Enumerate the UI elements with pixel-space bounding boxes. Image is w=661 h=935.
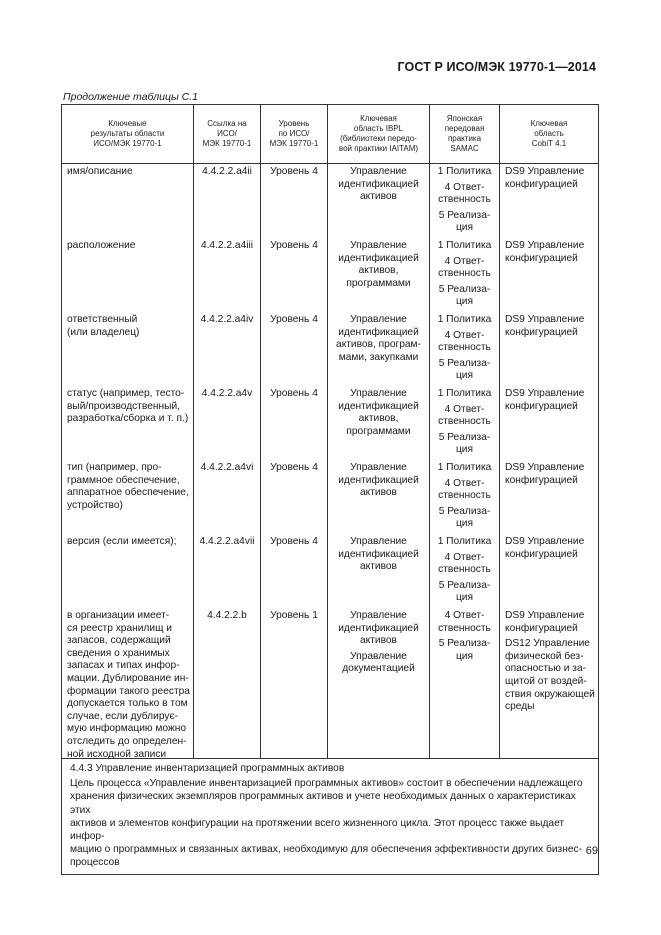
comparison-table xyxy=(61,104,599,875)
result-line: запасов, содержащий xyxy=(67,635,171,647)
table-cell xyxy=(62,238,194,312)
result-line: тип (например, про- xyxy=(67,462,162,473)
cell-content xyxy=(328,238,429,312)
cell-content xyxy=(194,164,260,238)
result-line: мации. Дублирование ин- xyxy=(67,672,189,684)
column-header-line: область IBPL xyxy=(353,124,404,133)
result-line: устройство) xyxy=(67,499,123,511)
column-header-line: Ключевая xyxy=(530,119,568,128)
table-cell xyxy=(194,386,261,460)
table-cell xyxy=(62,164,194,239)
table-cell xyxy=(194,312,261,386)
table-caption: Продолжение таблицы С.1 xyxy=(63,91,198,103)
table-cell xyxy=(328,312,430,386)
result-line: имя/описание xyxy=(67,166,133,177)
cell-content xyxy=(505,238,596,312)
cell-content xyxy=(67,238,190,312)
column-header-line: область xyxy=(534,129,564,138)
cell-content xyxy=(194,534,260,608)
ibpl-line: идентификацией xyxy=(338,622,419,634)
cell-content xyxy=(328,164,429,238)
table-cell xyxy=(261,164,328,239)
table-cell xyxy=(261,312,328,386)
cobit-line: конфигурацией xyxy=(505,474,578,486)
cell-content xyxy=(430,238,499,312)
table-cell xyxy=(500,534,599,608)
column-header-line: Ключевые xyxy=(108,119,147,128)
ibpl-line: активов xyxy=(360,635,397,647)
cell-content xyxy=(67,608,190,758)
standard-code: ГОСТ Р ИСО/МЭК 19770-1—2014 xyxy=(397,60,596,74)
table-cell xyxy=(261,460,328,534)
samac-line: 5 Реализа- xyxy=(438,505,491,517)
table-row xyxy=(62,460,599,534)
samac-line: ственность xyxy=(438,194,491,206)
column-header-line: передовая xyxy=(444,124,485,133)
ibpl-line: идентификацией xyxy=(338,178,419,190)
reference-value: 4.4.2.2.a4v xyxy=(201,388,253,399)
cobit-line: DS9 Управление xyxy=(505,240,585,251)
table-cell xyxy=(328,164,430,239)
table-cell xyxy=(261,534,328,608)
ibpl-line: Управление xyxy=(350,166,407,177)
cell-content xyxy=(505,164,596,238)
table-cell xyxy=(430,460,500,534)
cell-content xyxy=(261,386,327,460)
ibpl-line: Управление xyxy=(350,240,407,251)
ibpl-line: мами, закупками xyxy=(338,351,419,363)
samac-line: ция xyxy=(455,650,474,662)
result-line: версия (если имеется); xyxy=(67,536,177,547)
level-value: Уровень 4 xyxy=(270,388,318,399)
reference-value: 4.4.2.2.a4vii xyxy=(199,536,255,547)
samac-line: ция xyxy=(455,370,474,382)
table-cell xyxy=(500,238,599,312)
cell-content xyxy=(505,460,596,534)
cell-content xyxy=(194,386,260,460)
table-row xyxy=(62,164,599,239)
cobit-line: DS9 Управление xyxy=(505,388,585,399)
result-line: разработка/сборка и т. п.) xyxy=(67,413,189,425)
section-body-line: мацию о программных и связанных активах, необходимую для обеспечения эффективности других бизнес- xyxy=(70,844,583,856)
samac-line: 1 Политика xyxy=(437,388,492,399)
samac-line: ственность xyxy=(438,416,491,428)
table-cell xyxy=(500,460,599,534)
section-body-line: процессов xyxy=(70,857,120,869)
table-cell xyxy=(194,238,261,312)
column-header-line: Японская xyxy=(446,114,483,123)
ibpl-line: идентификацией xyxy=(338,474,419,486)
result-line: аппаратное обеспечение, xyxy=(67,487,189,499)
level-value: Уровень 4 xyxy=(270,314,318,325)
cobit-line: DS9 Управление xyxy=(505,610,585,621)
table-cell xyxy=(62,460,194,534)
result-line: вый/производственный, xyxy=(67,400,180,412)
table-cell xyxy=(500,386,599,460)
samac-line: 5 Реализа- xyxy=(438,431,491,443)
cell-content xyxy=(430,312,499,386)
reference-value: 4.4.2.2.b xyxy=(207,610,247,621)
cobit-line: ствия окружающей xyxy=(505,688,595,700)
samac-line: 4 Ответ- xyxy=(444,181,485,193)
cobit-line: физической без- xyxy=(505,650,584,662)
result-line: ной исходной записи xyxy=(67,748,167,760)
column-header-line: ИСО/МЭК 19770-1 xyxy=(93,139,162,148)
cell-content xyxy=(430,386,499,460)
table-cell xyxy=(500,608,599,759)
column-header xyxy=(328,105,430,164)
samac-line: ция xyxy=(455,592,474,604)
table-cell xyxy=(194,608,261,759)
column-header xyxy=(261,105,328,164)
samac-line: 4 Ответ- xyxy=(444,255,485,267)
samac-line: ственность xyxy=(438,268,491,280)
column-header xyxy=(194,105,261,164)
section-body xyxy=(70,777,592,869)
cobit-line: DS9 Управление xyxy=(505,166,585,177)
table-cell xyxy=(500,164,599,239)
samac-line: 4 Ответ- xyxy=(444,329,485,341)
table-cell xyxy=(430,238,500,312)
column-header-line: SAMAC xyxy=(450,144,479,153)
result-line: граммное обеспечение, xyxy=(67,474,180,486)
table-row xyxy=(62,534,599,608)
table-row xyxy=(62,386,599,460)
cobit-line: DS9 Управление xyxy=(505,462,585,473)
result-line: отследить до определен- xyxy=(67,735,187,747)
samac-line: ция xyxy=(455,444,474,456)
result-line: в организации имеет- xyxy=(67,610,170,621)
table-cell xyxy=(194,534,261,608)
result-line: расположение xyxy=(67,240,136,251)
table-cell xyxy=(194,164,261,239)
cell-content xyxy=(67,460,190,534)
cell-content xyxy=(67,164,190,238)
table-row xyxy=(62,238,599,312)
samac-line: 1 Политика xyxy=(437,462,492,473)
result-line: формации такого реестра xyxy=(67,685,190,697)
column-header-line: Ключевая xyxy=(360,114,397,123)
column-header-line: CobiT 4.1 xyxy=(531,139,567,148)
result-line: сведения о хранимых xyxy=(67,647,170,659)
table-cell xyxy=(261,608,328,759)
samac-line: 5 Реализа- xyxy=(438,638,491,650)
cell-content xyxy=(67,312,190,386)
ibpl-line: активов xyxy=(360,561,397,573)
cobit-line: конфигурацией xyxy=(505,622,578,634)
table-row xyxy=(62,312,599,386)
cobit-line: конфигурацией xyxy=(505,178,578,190)
table-cell xyxy=(62,534,194,608)
samac-line: 1 Политика xyxy=(437,166,492,177)
samac-line: 4 Ответ- xyxy=(444,403,485,415)
cell-content xyxy=(194,460,260,534)
cell-content xyxy=(261,312,327,386)
column-header xyxy=(500,105,599,164)
cell-content xyxy=(430,460,499,534)
column-header-line: Уровень xyxy=(278,119,310,128)
samac-line: ция xyxy=(455,296,474,308)
ibpl-line: активов, xyxy=(358,265,399,277)
cobit-line: среды xyxy=(505,701,535,713)
cell-content xyxy=(67,534,190,608)
samac-line: 5 Реализа- xyxy=(438,283,491,295)
ibpl-line: активов, xyxy=(358,413,399,425)
column-header-line: практика xyxy=(447,134,482,143)
ibpl-line: Управление xyxy=(350,650,407,662)
samac-line: 1 Политика xyxy=(437,314,492,325)
ibpl-line: идентификацией xyxy=(338,548,419,560)
ibpl-line: Управление xyxy=(350,536,407,547)
column-header-line: (библиотеки передо- xyxy=(340,134,417,143)
section-row xyxy=(62,759,599,875)
cell-content xyxy=(328,608,429,758)
table-body xyxy=(62,164,599,759)
section-body-line: Цель процесса «Управление инвентаризацией программных активов» состоит в обеспечении надлежащего xyxy=(70,778,583,790)
column-header-line: МЭК 19770-1 xyxy=(202,139,252,148)
ibpl-line: Управление xyxy=(350,610,407,621)
level-value: Уровень 4 xyxy=(270,462,318,473)
cell-content xyxy=(505,312,596,386)
cell-content xyxy=(261,238,327,312)
samac-line: 5 Реализа- xyxy=(438,209,491,221)
cell-content xyxy=(67,386,190,460)
section-body-line: хранения физических экземпляров программных активов и учете необходимых данных о характеристиках этих xyxy=(70,791,576,816)
section-heading: 4.4.3 Управление инвентаризацией программных активов xyxy=(70,763,345,774)
ibpl-line: документацией xyxy=(342,663,415,675)
ibpl-line: программами xyxy=(346,425,411,437)
ibpl-line: идентификацией xyxy=(338,252,419,264)
cell-content xyxy=(505,386,596,460)
table-cell xyxy=(62,608,194,759)
table-cell xyxy=(194,460,261,534)
reference-value: 4.4.2.2.a4ii xyxy=(202,166,252,177)
cell-content xyxy=(328,534,429,608)
cell-content xyxy=(430,164,499,238)
section-body-line: активов и элементов конфигурации на протяжении всего жизненного цикла. Этот процесс также выдает инфор- xyxy=(70,817,565,843)
samac-line: ция xyxy=(455,222,474,234)
samac-line: ственность xyxy=(438,490,491,502)
ibpl-line: Управление xyxy=(350,388,407,399)
samac-line: 1 Политика xyxy=(437,536,492,547)
table-cell xyxy=(328,386,430,460)
result-line: запасах и типах инфор- xyxy=(67,660,180,672)
cell-content xyxy=(261,608,327,758)
result-line: статус (например, тесто- xyxy=(67,388,185,399)
cobit-line: конфигурацией xyxy=(505,400,578,412)
result-line: (или владелец) xyxy=(67,326,140,338)
column-header-line: вой практики IAITAM) xyxy=(338,144,419,153)
column-header xyxy=(430,105,500,164)
result-line: мую информацию можно xyxy=(67,723,187,735)
cell-content xyxy=(194,608,260,758)
table-cell xyxy=(430,312,500,386)
cell-content xyxy=(261,164,327,238)
table-cell xyxy=(328,534,430,608)
cell-content xyxy=(505,608,596,758)
cell-content xyxy=(328,312,429,386)
ibpl-line: идентификацией xyxy=(338,400,419,412)
column-header-line: результаты области xyxy=(90,129,165,138)
level-value: Уровень 1 xyxy=(270,610,318,621)
table-cell xyxy=(430,386,500,460)
table-cell xyxy=(430,534,500,608)
table-cell xyxy=(430,164,500,239)
ibpl-line: активов xyxy=(360,191,397,203)
table-cell xyxy=(62,312,194,386)
samac-line: 5 Реализа- xyxy=(438,579,491,591)
samac-line: ция xyxy=(455,518,474,530)
column-header-line: МЭК 19770-1 xyxy=(269,139,319,148)
cobit-line: конфигурацией xyxy=(505,252,578,264)
table-cell xyxy=(430,608,500,759)
result-line: допускается только в том xyxy=(67,698,188,710)
cell-content xyxy=(261,460,327,534)
samac-line: ственность xyxy=(438,622,491,634)
level-value: Уровень 4 xyxy=(270,536,318,547)
cell-content xyxy=(505,534,596,608)
column-header-line: Ссылка на xyxy=(207,119,247,128)
cell-content xyxy=(194,238,260,312)
cobit-line: конфигурацией xyxy=(505,326,578,338)
table-header-row xyxy=(62,105,599,164)
table-cell xyxy=(500,312,599,386)
table-cell xyxy=(261,386,328,460)
samac-line: 5 Реализа- xyxy=(438,357,491,369)
table-cell xyxy=(261,238,328,312)
level-value: Уровень 4 xyxy=(270,240,318,251)
table-cell xyxy=(62,386,194,460)
cell-content xyxy=(261,534,327,608)
samac-line: 4 Ответ- xyxy=(444,477,485,489)
cobit-line: DS9 Управление xyxy=(505,314,585,325)
ibpl-line: Управление xyxy=(350,462,407,473)
cell-content xyxy=(430,534,499,608)
cobit-line: конфигурацией xyxy=(505,548,578,560)
cell-content xyxy=(328,386,429,460)
section-cell xyxy=(62,759,599,875)
result-line: ответственный xyxy=(67,314,138,325)
ibpl-line: Управление xyxy=(350,314,407,325)
level-value: Уровень 4 xyxy=(270,166,318,177)
reference-value: 4.4.2.2.a4vi xyxy=(200,462,254,473)
reference-value: 4.4.2.2.a4iii xyxy=(200,240,254,251)
ibpl-line: активов xyxy=(360,487,397,499)
page-number: 69 xyxy=(585,845,598,857)
table-cell xyxy=(328,238,430,312)
result-line: случае, если дублирує- xyxy=(67,710,179,722)
table-cell xyxy=(328,608,430,759)
ibpl-line: идентификацией xyxy=(338,326,419,338)
samac-line: 1 Политика xyxy=(437,240,492,251)
cell-content xyxy=(194,312,260,386)
cell-content xyxy=(328,460,429,534)
result-line: ся реестр хранилищ и xyxy=(67,622,172,634)
samac-line: 4 Ответ- xyxy=(444,610,485,621)
cobit-line: щитой от воздей- xyxy=(505,675,587,687)
cell-content xyxy=(430,608,499,758)
ibpl-line: активов, програм- xyxy=(336,339,421,351)
table-cell xyxy=(328,460,430,534)
table-row xyxy=(62,608,599,759)
samac-line: ственность xyxy=(438,342,491,354)
reference-value: 4.4.2.2.a4iv xyxy=(200,314,254,325)
ibpl-line: программами xyxy=(346,277,411,289)
column-header xyxy=(62,105,194,164)
samac-line: 4 Ответ- xyxy=(444,551,485,563)
samac-line: ственность xyxy=(438,564,491,576)
cobit-line: DS9 Управление xyxy=(505,536,585,547)
comparison-table-container xyxy=(61,104,598,875)
cobit-line: опасностью и за- xyxy=(505,663,587,675)
cobit-line: DS12 Управление xyxy=(505,638,590,650)
column-header-line: ИСО/ xyxy=(217,129,237,138)
column-header-line: по ИСО/ xyxy=(278,129,310,138)
